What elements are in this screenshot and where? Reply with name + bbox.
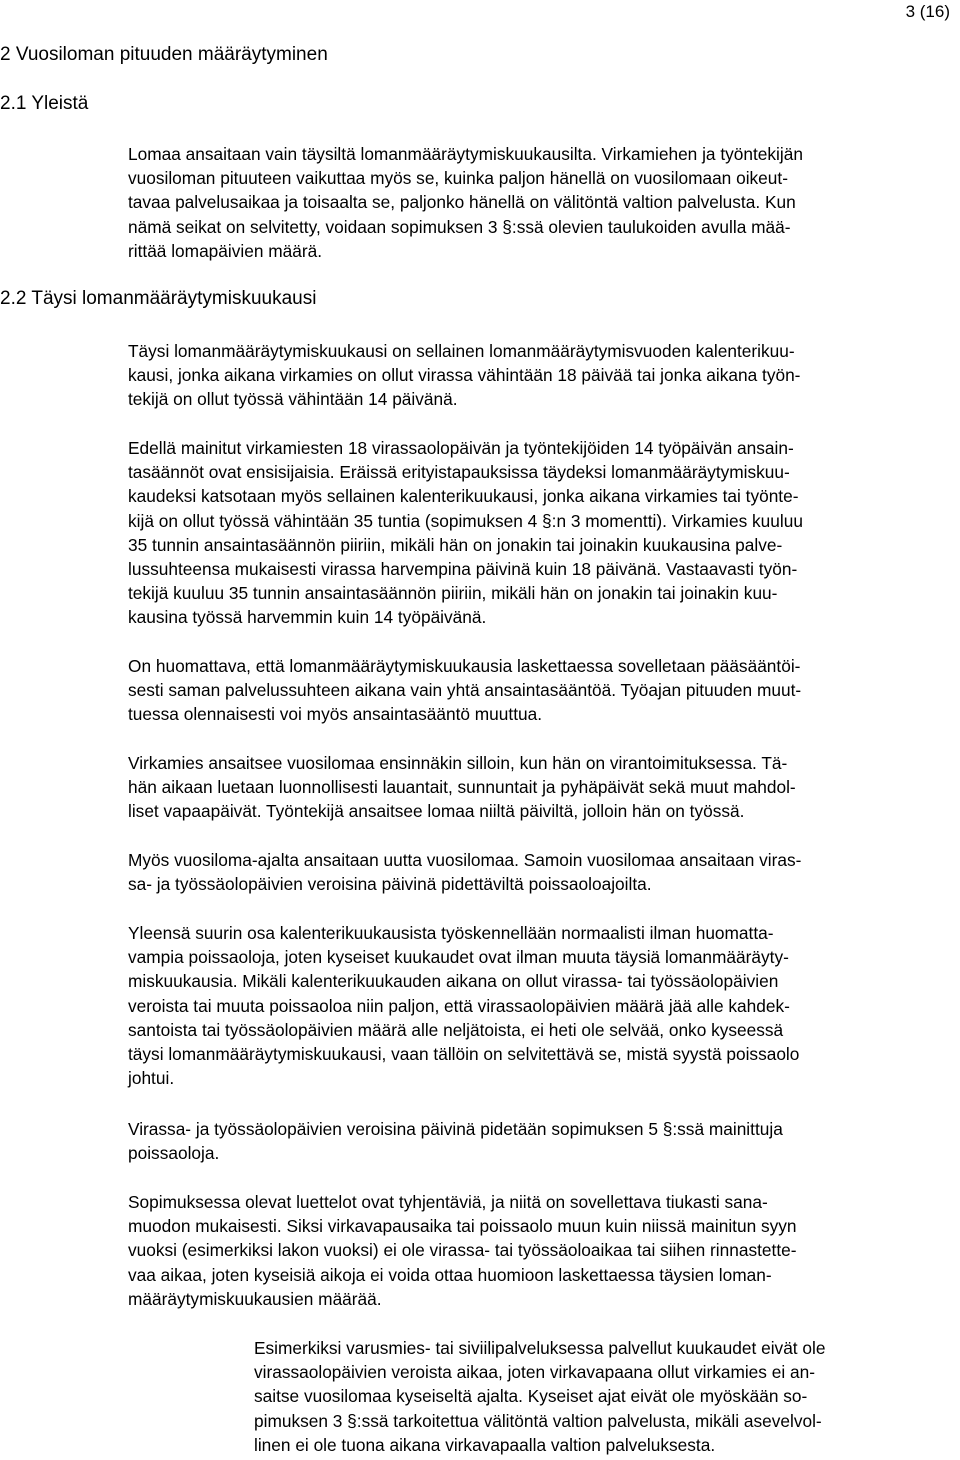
text-line: kijä on ollut työssä vähintään 35 tuntia (sopimuksen 4 §:n 3 momentti). Virkamies kuuluu [128,510,803,531]
paragraph-luettelot [128,1190,958,1311]
text-line: sesti saman palvelussuhteen aikana vain yhtä ansaintasääntöä. Työajan pituuden muut- [128,680,802,701]
text-line: nämä seikat on selvitetty, voidaan sopimuksen 3 §:ssä olevien taulukoiden avulla mää- [128,216,791,237]
paragraph-vuosiloma-ajalta [128,848,958,896]
text-line: tavaa palvelusaikaa ja toisaalta se, paljonko hänellä on välitöntä valtion palvelusta. Kun [128,192,796,213]
text-line: Virkamies ansaitsee vuosilomaa ensinnäkin silloin, kun hän on virantoimituksessa. Tä- [128,753,788,773]
text-line: kausina työssä harvemmin kuin 14 työpäivänä. [128,607,487,628]
subsection-heading-taysi: 2.2 Täysi lomanmääräytymiskuukausi [0,288,317,309]
text-line: sa- ja työssäolopäivien veroisina päivinä pidettäviltä poissaoloajoilta. [128,874,652,895]
paragraph-example [254,1336,954,1457]
text-line: 35 tunnin ansaintasäännön piiriin, mikäli hän on jonakin tai joinakin kuukausina palve- [128,534,783,555]
paragraph-huomattava [128,654,958,727]
text-line: Edellä mainitut virkamiesten 18 virassaolopäivän ja työntekijöiden 14 työpäivän ansain- [128,438,794,458]
subsection-heading-yleista: 2.1 Yleistä [0,93,89,114]
text-line: Yleensä suurin osa kalenterikuukausista työskennellään normaalisti ilman huomatta- [128,923,774,943]
text-line: hän aikaan luetaan luonnollisesti lauantait, sunnuntait ja pyhäpäivät sekä muut mahdol- [128,777,796,798]
text-line: vuoksi (esimerkiksi lakon vuoksi) ei ole virassa- tai työssäoloaikaa tai siihen rinnastette- [128,1240,797,1261]
text-line: täysi lomanmääräytymiskuukausi, vaan tällöin on selvitettävä se, mistä syystä poissaolo [128,1044,800,1065]
text-line: Sopimuksessa olevat luettelot ovat tyhjentäviä, ja niitä on sovellettava tiukasti sana- [128,1192,768,1212]
text-line: vampia poissaoloja, joten kyseiset kuukaudet ovat ilman muuta täysiä lomanmääräyty- [128,947,789,968]
text-line: saitse vuosilomaa kyseiseltä ajalta. Kyseiset ajat eivät ole myöskään so- [254,1386,808,1407]
text-line: Esimerkiksi varusmies- tai siviilipalveluksessa palvellut kuukaudet eivät ole [254,1338,826,1358]
text-line: tekijä kuuluu 35 tunnin ansaintasäännön piiriin, mikäli hän on jonakin tai joinakin kuu- [128,583,778,604]
paragraph-virkamies-ansaitsee [128,751,958,824]
paragraph-veroisina-paivina [128,1117,958,1165]
paragraph-lomaa-ansaitaan [128,142,958,263]
text-line: virassaolopäivien veroista aikaa, joten virkavapaana ollut virkamies ei an- [254,1362,815,1383]
paragraph-yleensa [128,921,958,1090]
text-line: santoista tai työssäolopäivien määrä alle neljätoista, ei heti ole selvää, onko kyseessä [128,1019,784,1040]
text-line: rittää lomapäivien määrä. [128,240,323,261]
text-line: määräytymiskuukausien määrää. [128,1288,382,1309]
text-line: Täysi lomanmääräytymiskuukausi on sellainen lomanmääräytymisvuoden kalenterikuu- [128,341,795,361]
text-line: linen ei ole tuona aikana virkavapaalla valtion palveluksesta. [254,1434,716,1455]
paragraph-ansaintasaannot [128,436,958,630]
text-line: kausi, jonka aikana virkamies on ollut virassa vähintään 18 päivää tai jonka aikana työn- [128,365,801,386]
text-line: tekijä on ollut työssä vähintään 14 päivänä. [128,389,458,410]
section-heading: 2 Vuosiloman pituuden määräytyminen [0,44,328,65]
text-line: lussuhteensa mukaisesti virassa harvempina päivinä kuin 18 päivänä. Vastaavasti työn- [128,559,798,580]
text-line: Myös vuosiloma-ajalta ansaitaan uutta vuosilomaa. Samoin vuosilomaa ansaitaan viras- [128,850,802,870]
text-line: vaa aikaa, joten kyseisiä aikoja ei voida ottaa huomioon laskettaessa täysien loman- [128,1264,772,1285]
text-line: vuosiloman pituuteen vaikuttaa myös se, kuinka paljon hänellä on vuosilomaan oikeut- [128,168,788,189]
page-number: 3 (16) [905,2,950,21]
text-line: pimuksen 3 §:ssä tarkoitettua välitöntä valtion palvelusta, mikäli asevelvol- [254,1410,822,1431]
text-line: Lomaa ansaitaan vain täysiltä lomanmääräytymiskuukausilta. Virkamiehen ja työntekijän [128,144,803,164]
text-line: muodon mukaisesti. Siksi virkavapausaika tai poissaolo muun kuin niissä mainitun syyn [128,1216,797,1237]
text-line: kaudeksi katsotaan myös sellainen kalenterikuukausi, jonka aikana virkamies tai työnte- [128,486,799,507]
text-line: liset vapaapäivät. Työntekijä ansaitsee lomaa niiltä päiviltä, jolloin hän on työssä. [128,801,745,822]
text-line: Virassa- ja työssäolopäivien veroisina päivinä pidetään sopimuksen 5 §:ssä mainittuja [128,1119,783,1139]
text-line: veroista tai muuta poissaoloa niin paljon, että virassaolopäivien määrä jää alle kahdek- [128,995,790,1016]
text-line: tuessa olennaisesti voi myös ansaintasääntö muuttua. [128,704,543,725]
text-line: On huomattava, että lomanmääräytymiskuukausia laskettaessa sovelletaan pääsääntöi- [128,656,801,676]
text-line: tasäännöt ovat ensisijaisia. Eräissä erityistapauksissa täydeksi lomanmääräytymiskuu- [128,462,790,483]
paragraph-definition [128,339,958,412]
text-line: miskuukausia. Mikäli kalenterikuukauden aikana on ollut virassa- tai työssäolopäivien [128,971,779,992]
text-line: poissaoloja. [128,1143,220,1164]
text-line: johtui. [128,1068,175,1089]
